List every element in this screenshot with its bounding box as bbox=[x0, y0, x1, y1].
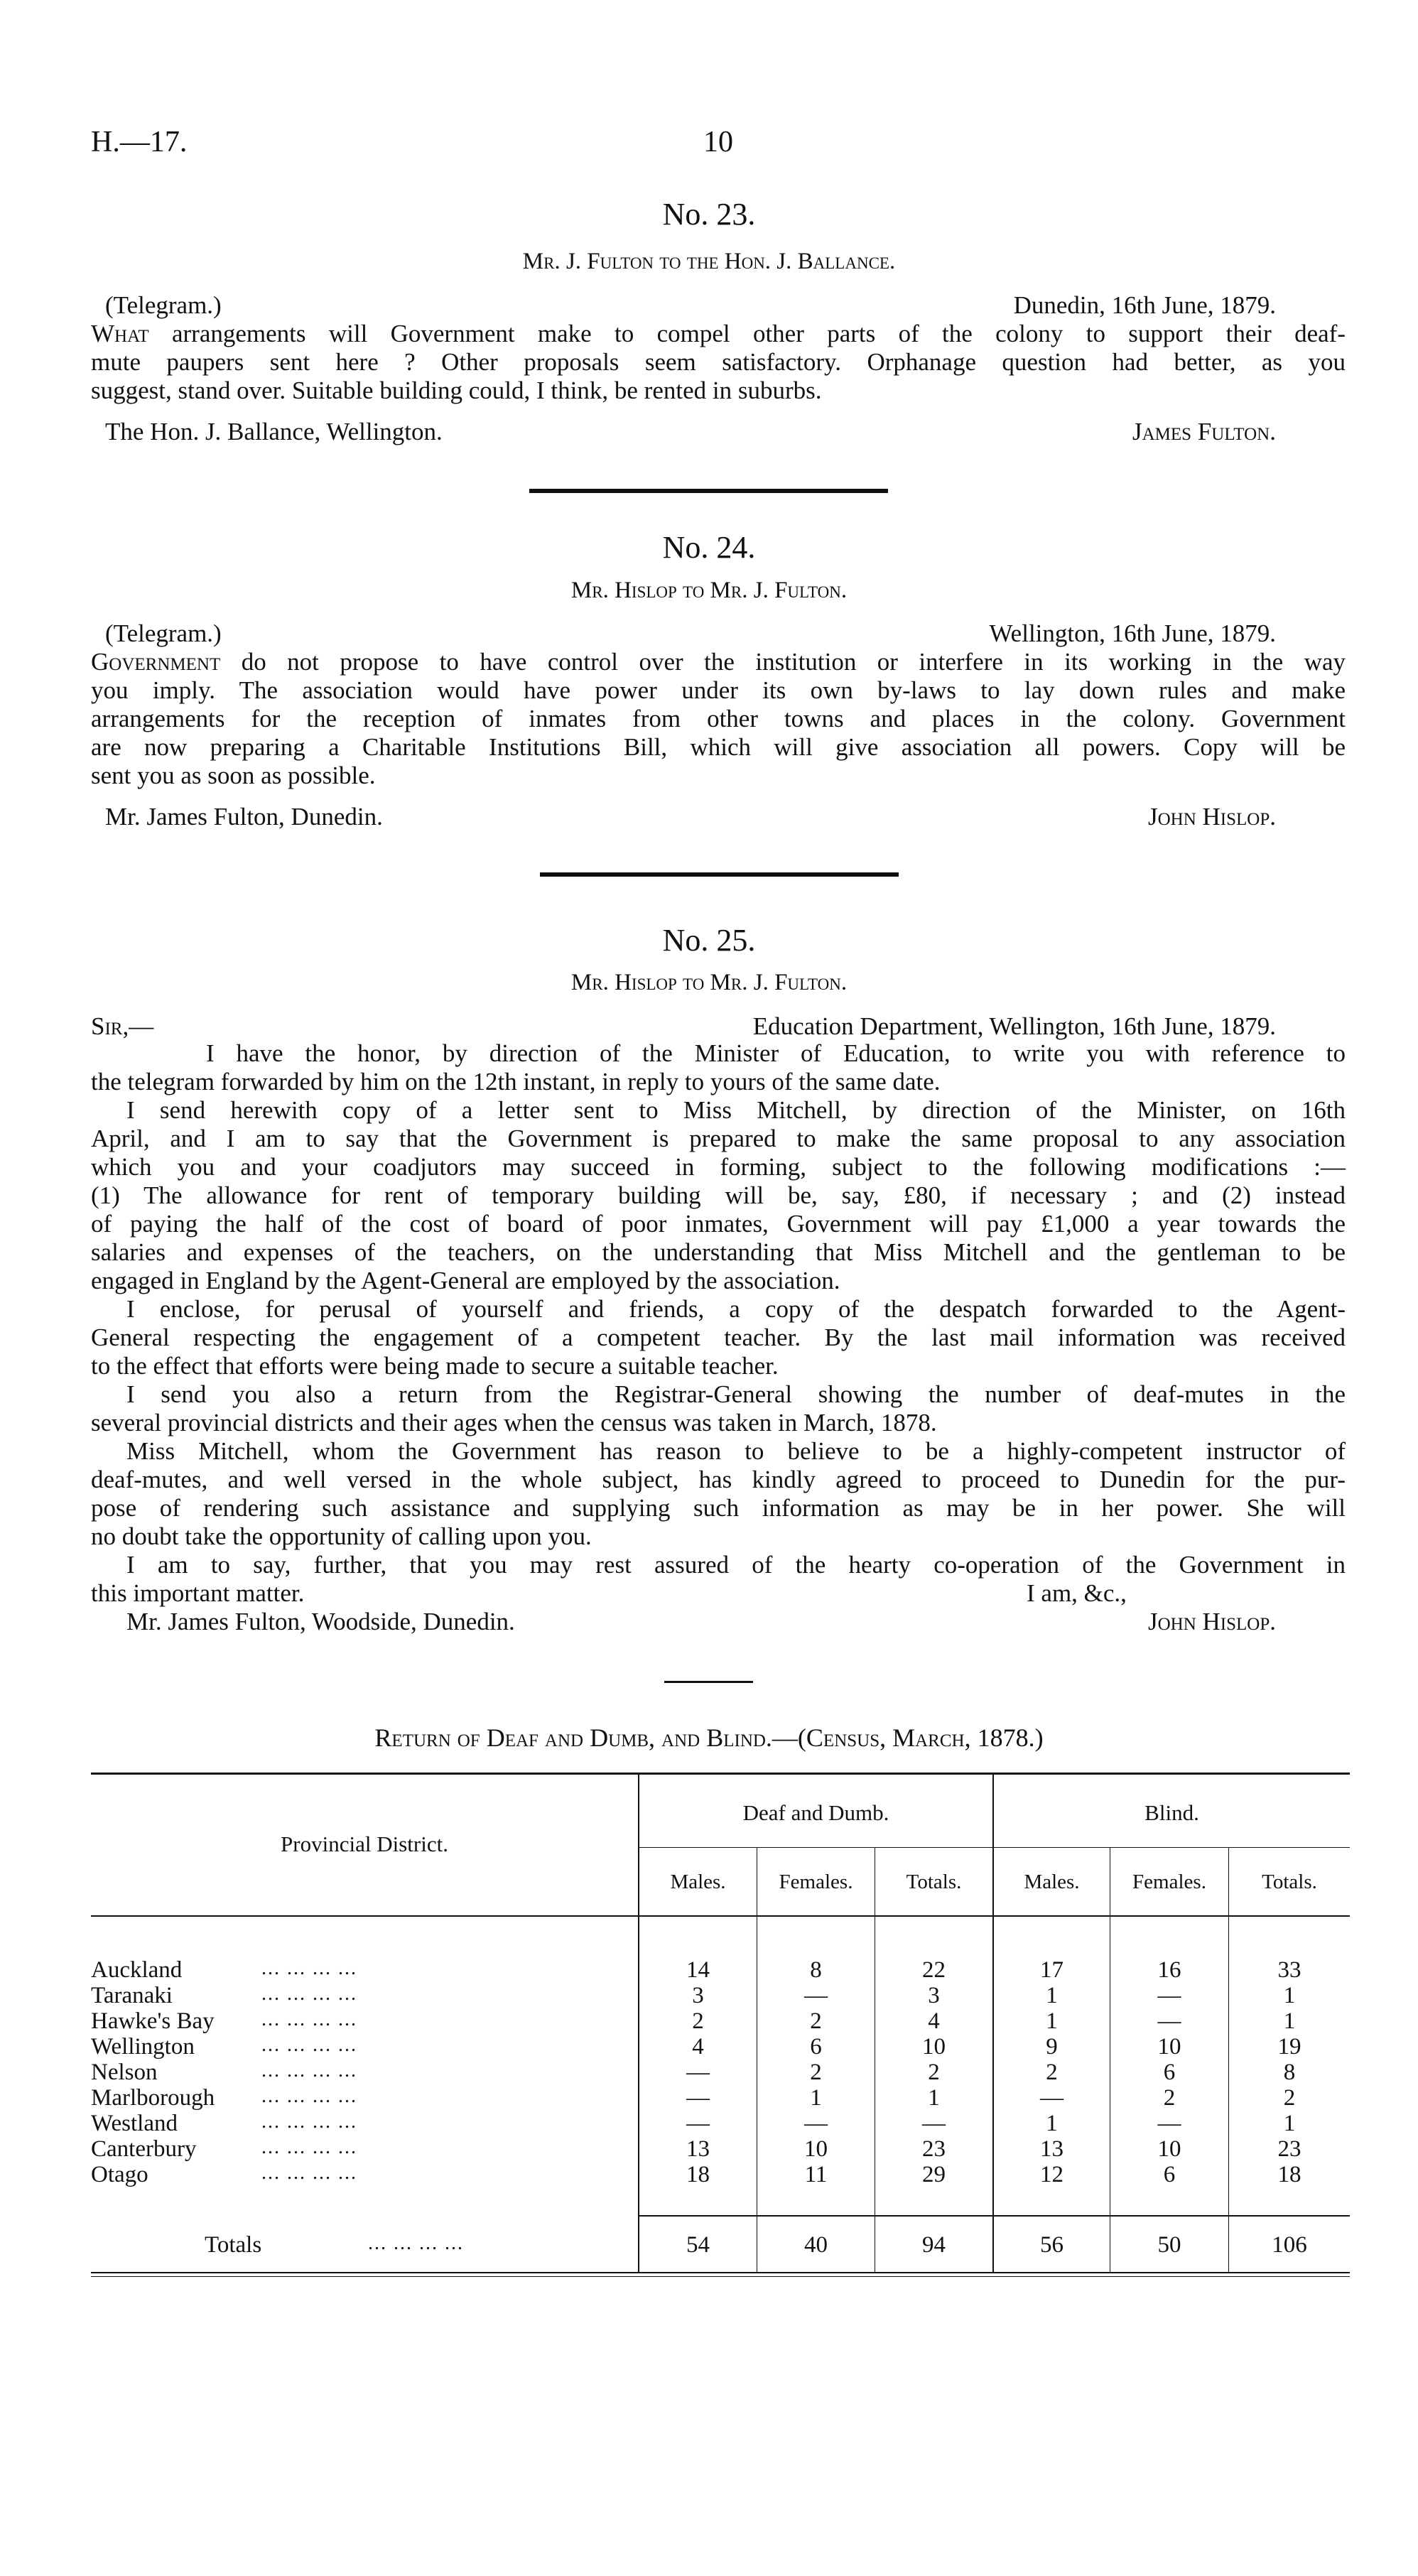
letter-25-line: (1) The allowance for rent of temporary building will be, say, £80, if necessary ; and (2) instead bbox=[91, 1181, 1346, 1209]
letter-24-subtitle: Mr. Hislop to Mr. J. Fulton. bbox=[570, 578, 848, 603]
cell-blind-females: 10 bbox=[1157, 2034, 1181, 2060]
cell-blind-totals: 1 bbox=[1283, 2111, 1296, 2136]
dot-leader: ... ... ... ... bbox=[261, 2008, 357, 2030]
letter-24-type: (Telegram.) bbox=[105, 619, 222, 647]
cell-deaf-males: 13 bbox=[686, 2136, 710, 2162]
letter-25-line: pose of rendering such assistance and supplying such information as may be in her power. She will bbox=[91, 1494, 1346, 1522]
cell-blind-males: 12 bbox=[1040, 2162, 1064, 2187]
dot-leader: ... ... ... ... bbox=[261, 2136, 357, 2158]
cell-deaf-females: 11 bbox=[804, 2162, 828, 2187]
cell-deaf-males: 4 bbox=[692, 2034, 704, 2060]
cell-deaf-females: — bbox=[804, 2111, 828, 2136]
table-row bbox=[91, 2034, 1350, 2060]
cell-deaf-males: 3 bbox=[692, 1983, 704, 2008]
district-name: Wellington bbox=[91, 2034, 195, 2060]
cell-deaf-males: 14 bbox=[686, 1957, 710, 1983]
column-header-district: Provincial District. bbox=[281, 1831, 448, 1856]
letter-25-line: this important matter. bbox=[91, 1579, 305, 1607]
column-group-deaf-and-dumb: Deaf and Dumb. bbox=[742, 1800, 889, 1825]
cell-deaf-females: 6 bbox=[810, 2034, 822, 2060]
section-divider bbox=[529, 489, 888, 493]
table-bottom-rule bbox=[91, 2272, 1350, 2273]
cell-deaf-females: 1 bbox=[810, 2085, 822, 2111]
cell-blind-females: 16 bbox=[1157, 1957, 1181, 1983]
totals-deaf-males: 54 bbox=[686, 2232, 710, 2258]
cell-blind-totals: 19 bbox=[1277, 2034, 1301, 2060]
cell-deaf-totals: 3 bbox=[928, 1983, 940, 2008]
section-divider bbox=[540, 872, 899, 877]
letter-23-line: mute paupers sent here ? Other proposals seem satisfactory. Orphanage question had better, as you bbox=[91, 348, 1346, 376]
letter-25-salutation: Sir,— bbox=[91, 1012, 154, 1040]
totals-blind-females: 50 bbox=[1157, 2232, 1181, 2258]
district-name: Nelson bbox=[91, 2060, 158, 2085]
cell-blind-males: 17 bbox=[1040, 1957, 1064, 1983]
return-table-title: Return of Deaf and Dumb, and Blind.—(Census, March, 1878.) bbox=[374, 1723, 1044, 1752]
dot-leader: ... ... ... ... bbox=[261, 2060, 357, 2082]
table-row bbox=[91, 2136, 1350, 2162]
letter-23-lead: What bbox=[91, 320, 149, 347]
letter-23-dateline: Dunedin, 16th June, 1879. bbox=[1013, 291, 1276, 319]
letter-25-line: April, and I am to say that the Government is prepared to make the same proposal to any association bbox=[91, 1125, 1346, 1152]
document-reference: H.—17. bbox=[91, 126, 188, 158]
cell-deaf-totals: 1 bbox=[928, 2085, 940, 2111]
cell-blind-males: 2 bbox=[1046, 2060, 1058, 2085]
letter-24-lead: Government bbox=[91, 648, 221, 676]
totals-label: Totals bbox=[205, 2232, 262, 2258]
letter-25-line: I send herewith copy of a letter sent to Miss Mitchell, by direction of the Minister, on 16th bbox=[126, 1096, 1346, 1124]
letter-25-signature: John Hislop. bbox=[1147, 1608, 1276, 1635]
cell-blind-males: 13 bbox=[1040, 2136, 1064, 2162]
letter-23-line: suggest, stand over. Suitable building could, I think, be rented in suburbs. bbox=[91, 377, 822, 404]
letter-24-signature: John Hislop. bbox=[1147, 803, 1276, 830]
column-header-deaf-totals: Totals. bbox=[906, 1871, 962, 1893]
letter-24-line: sent you as soon as possible. bbox=[91, 762, 376, 789]
cell-blind-females: 6 bbox=[1163, 2060, 1176, 2085]
cell-deaf-totals: 23 bbox=[922, 2136, 946, 2162]
letter-25-line: several provincial districts and their ages when the census was taken in March, 1878. bbox=[91, 1409, 937, 1436]
table-row bbox=[91, 2008, 1350, 2034]
dot-leader: ... ... ... ... bbox=[261, 2111, 357, 2133]
district-name: Auckland bbox=[91, 1957, 183, 1983]
letter-24-number: No. 24. bbox=[662, 530, 756, 565]
cell-blind-totals: 23 bbox=[1277, 2136, 1301, 2162]
totals-row bbox=[91, 2232, 1350, 2261]
cell-blind-totals: 1 bbox=[1283, 1983, 1296, 2008]
cell-blind-females: — bbox=[1157, 2111, 1181, 2136]
letter-25-line: the telegram forwarded by him on the 12th instant, in reply to yours of the same date. bbox=[91, 1068, 941, 1095]
column-header-deaf-males: Males. bbox=[670, 1871, 726, 1893]
letter-25-line: I enclose, for perusal of yourself and friends, a copy of the despatch forwarded to the Agent- bbox=[126, 1295, 1346, 1323]
column-header-blind-females: Females. bbox=[1132, 1871, 1206, 1893]
letter-24-addressee: Mr. James Fulton, Dunedin. bbox=[105, 803, 383, 830]
letter-25-line: to the effect that efforts were being made to secure a suitable teacher. bbox=[91, 1352, 779, 1380]
letter-25-line: I have the honor, by direction of the Minister of Education, to write you with reference to bbox=[206, 1039, 1346, 1067]
cell-deaf-totals: 2 bbox=[928, 2060, 940, 2085]
letter-25-line: salaries and expenses of the teachers, on the understanding that Miss Mitchell and the gentleman to be bbox=[91, 1238, 1346, 1266]
cell-blind-totals: 2 bbox=[1283, 2085, 1296, 2111]
column-header-blind-males: Males. bbox=[1024, 1871, 1080, 1893]
district-name: Otago bbox=[91, 2162, 148, 2187]
cell-blind-females: — bbox=[1157, 1983, 1181, 2008]
cell-deaf-males: 18 bbox=[686, 2162, 710, 2187]
dot-leader: ... ... ... ... bbox=[261, 2162, 357, 2184]
table-bottom-rule bbox=[91, 2276, 1350, 2277]
letter-23-signature: James Fulton. bbox=[1132, 418, 1276, 445]
cell-blind-females: 10 bbox=[1157, 2136, 1181, 2162]
cell-deaf-females: 2 bbox=[810, 2060, 822, 2085]
cell-deaf-males: — bbox=[686, 2111, 710, 2136]
section-divider bbox=[664, 1681, 753, 1683]
cell-deaf-males: 2 bbox=[692, 2008, 704, 2034]
cell-deaf-males: — bbox=[686, 2060, 710, 2085]
district-name: Canterbury bbox=[91, 2136, 197, 2162]
letter-25-addressee: Mr. James Fulton, Woodside, Dunedin. bbox=[126, 1608, 515, 1635]
totals-deaf-females: 40 bbox=[804, 2232, 828, 2258]
table-row bbox=[91, 2111, 1350, 2136]
cell-deaf-totals: 4 bbox=[928, 2008, 940, 2034]
letter-25-line: Miss Mitchell, whom the Government has reason to believe to be a highly-competent instructor of bbox=[126, 1437, 1346, 1465]
cell-blind-males: 1 bbox=[1046, 1983, 1058, 2008]
cell-deaf-totals: — bbox=[922, 2111, 946, 2136]
letter-23-addressee: The Hon. J. Ballance, Wellington. bbox=[105, 418, 443, 445]
letter-25-line: I send you also a return from the Registrar-General showing the number of deaf-mutes in the bbox=[126, 1380, 1346, 1408]
cell-deaf-totals: 10 bbox=[922, 2034, 946, 2060]
letter-24-line: arrangements for the reception of inmates from other towns and places in the colony. Government bbox=[91, 705, 1346, 732]
dot-leader: ... ... ... ... bbox=[261, 2085, 357, 2107]
cell-deaf-males: — bbox=[686, 2085, 710, 2111]
page-number: 10 bbox=[703, 126, 733, 158]
dot-leader: ... ... ... ... bbox=[261, 1983, 357, 2005]
cell-blind-males: 1 bbox=[1046, 2008, 1058, 2034]
district-name: Taranaki bbox=[91, 1983, 173, 2008]
district-name: Marlborough bbox=[91, 2085, 215, 2111]
cell-blind-males: 1 bbox=[1046, 2111, 1058, 2136]
letter-25-closing: I am, &c., bbox=[1027, 1579, 1127, 1607]
letter-24-line: you imply. The association would have power under its own by-laws to lay down rules and make bbox=[91, 676, 1346, 704]
letter-24-line: Government do not propose to have control over the institution or interfere in its working in the way bbox=[91, 648, 1346, 676]
table-row bbox=[91, 2060, 1350, 2085]
table-row bbox=[91, 2085, 1350, 2111]
cell-blind-totals: 1 bbox=[1283, 2008, 1296, 2034]
table-row bbox=[91, 1983, 1350, 2008]
dot-leader: ... ... ... ... bbox=[261, 1957, 357, 1979]
cell-deaf-females: — bbox=[804, 1983, 828, 2008]
letter-25-line: deaf-mutes, and well versed in the whole subject, has kindly agreed to proceed to Dunedin for the pur- bbox=[91, 1466, 1346, 1493]
cell-blind-males: 9 bbox=[1046, 2034, 1058, 2060]
cell-blind-females: — bbox=[1157, 2008, 1181, 2034]
totals-rule bbox=[638, 2215, 1350, 2217]
cell-deaf-totals: 22 bbox=[922, 1957, 946, 1983]
cell-blind-females: 6 bbox=[1163, 2162, 1176, 2187]
cell-blind-totals: 18 bbox=[1277, 2162, 1301, 2187]
cell-blind-males: — bbox=[1040, 2085, 1064, 2111]
cell-deaf-totals: 29 bbox=[922, 2162, 946, 2187]
cell-deaf-females: 8 bbox=[810, 1957, 822, 1983]
letter-24-dateline: Wellington, 16th June, 1879. bbox=[989, 619, 1276, 647]
letter-23-type: (Telegram.) bbox=[105, 291, 222, 319]
dot-leader: ... ... ... ... bbox=[261, 2034, 357, 2056]
letter-25-line: General respecting the engagement of a competent teacher. By the last mail information was received bbox=[91, 1324, 1346, 1351]
cell-blind-totals: 33 bbox=[1277, 1957, 1301, 1983]
cell-deaf-females: 2 bbox=[810, 2008, 822, 2034]
cell-deaf-females: 10 bbox=[804, 2136, 828, 2162]
letter-25-line: which you and your coadjutors may succeed in forming, subject to the following modifications :— bbox=[91, 1153, 1346, 1181]
letter-25-dateline: Education Department, Wellington, 16th June, 1879. bbox=[752, 1012, 1276, 1040]
cell-blind-totals: 8 bbox=[1283, 2060, 1296, 2085]
letter-25-number: No. 25. bbox=[662, 923, 756, 958]
column-group-blind: Blind. bbox=[1144, 1800, 1199, 1825]
letter-23-line: What arrangements will Government make to compel other parts of the colony to support their deaf- bbox=[91, 320, 1346, 347]
letter-25-line: no doubt take the opportunity of calling upon you. bbox=[91, 1522, 592, 1550]
totals-leader: ... ... ... ... bbox=[368, 2232, 464, 2254]
column-header-deaf-females: Females. bbox=[779, 1871, 853, 1893]
totals-blind-totals: 106 bbox=[1272, 2232, 1307, 2258]
totals-blind-males: 56 bbox=[1040, 2232, 1064, 2258]
letter-23-number: No. 23. bbox=[662, 197, 756, 232]
district-name: Westland bbox=[91, 2111, 178, 2136]
district-name: Hawke's Bay bbox=[91, 2008, 215, 2034]
letter-25-line: engaged in England by the Agent-General are employed by the association. bbox=[91, 1267, 840, 1294]
table-row bbox=[91, 1957, 1350, 1983]
totals-deaf-totals: 94 bbox=[922, 2232, 946, 2258]
return-table-header bbox=[91, 1775, 1350, 1917]
letter-24-line: are now preparing a Charitable Institutions Bill, which will give association all powers. Copy will be bbox=[91, 733, 1346, 761]
column-header-blind-totals: Totals. bbox=[1262, 1871, 1317, 1893]
letter-25-subtitle: Mr. Hislop to Mr. J. Fulton. bbox=[570, 970, 848, 995]
letter-25-line: I am to say, further, that you may rest assured of the hearty co-operation of the Government in bbox=[126, 1551, 1346, 1579]
letter-25-line: of paying the half of the cost of board of poor inmates, Government will pay £1,000 a year towards the bbox=[91, 1210, 1346, 1238]
letter-23-subtitle: Mr. J. Fulton to the Hon. J. Ballance. bbox=[522, 249, 896, 274]
cell-blind-females: 2 bbox=[1163, 2085, 1176, 2111]
table-row bbox=[91, 2162, 1350, 2187]
